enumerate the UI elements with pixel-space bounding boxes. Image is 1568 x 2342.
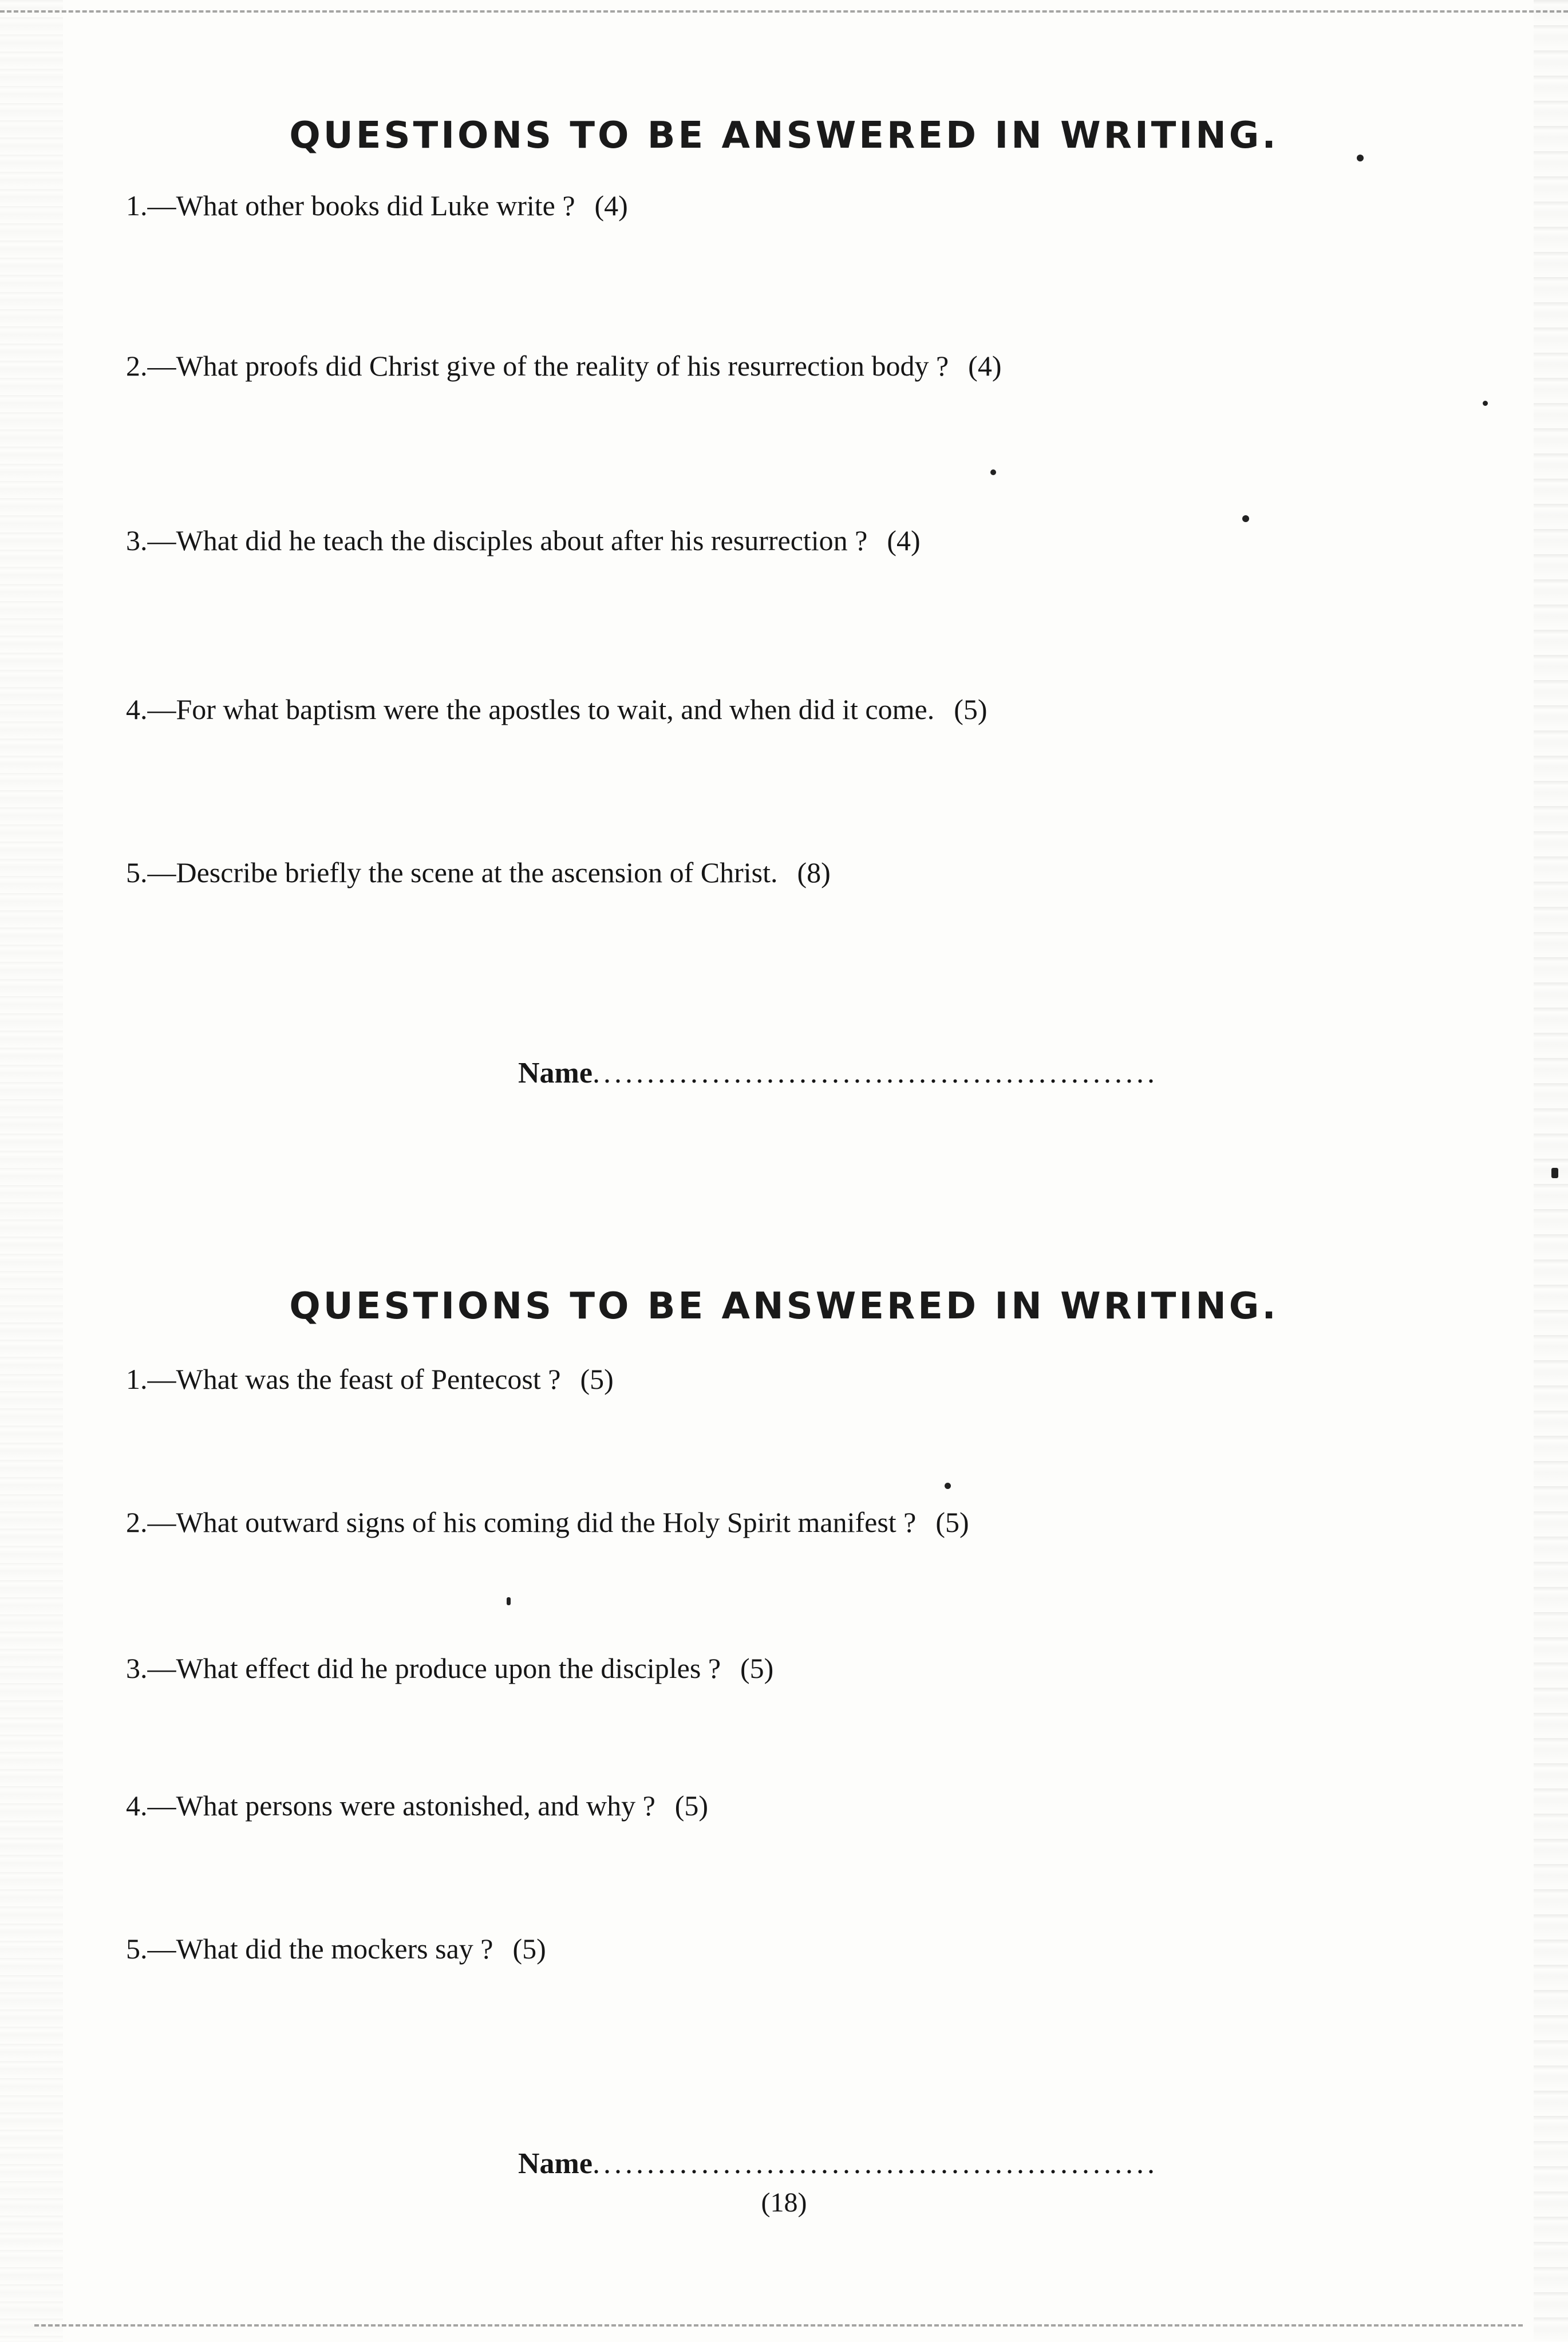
question-marks: (8) bbox=[797, 856, 831, 888]
question-marks: (4) bbox=[968, 350, 1002, 382]
section-1-question-4 bbox=[126, 693, 988, 726]
page-number: (18) bbox=[761, 2187, 807, 2218]
scan-speck bbox=[1483, 401, 1488, 406]
question-marks: (5) bbox=[512, 1933, 546, 1965]
question-text: —What persons were astonished, and why ? bbox=[147, 1790, 655, 1822]
question-number: 5. bbox=[126, 1933, 148, 1965]
section-1-heading: QUESTIONS TO BE ANSWERED IN WRITING. bbox=[289, 114, 1279, 157]
question-number: 5. bbox=[126, 856, 148, 888]
question-number: 3. bbox=[126, 1652, 148, 1684]
question-text: —What outward signs of his coming did the Holy Spirit manifest ? bbox=[147, 1506, 917, 1538]
question-marks: (5) bbox=[740, 1652, 774, 1684]
name-blank[interactable]: .................................................... bbox=[592, 1057, 1158, 1089]
question-number: 2. bbox=[126, 1506, 148, 1538]
question-number: 1. bbox=[126, 189, 148, 222]
section-1-question-3 bbox=[126, 524, 921, 557]
question-number: 4. bbox=[126, 1790, 148, 1822]
section-1-name-field[interactable] bbox=[518, 1056, 1158, 1090]
scan-edge-right bbox=[1534, 0, 1568, 2342]
scan-speck bbox=[1242, 515, 1249, 522]
scan-speck bbox=[1357, 155, 1364, 161]
section-1-question-5 bbox=[126, 856, 831, 889]
scan-speck bbox=[507, 1597, 511, 1605]
section-2-question-3 bbox=[126, 1652, 773, 1685]
scan-edge-left bbox=[0, 0, 63, 2342]
section-2-question-1 bbox=[126, 1362, 614, 1396]
section-2-question-4 bbox=[126, 1789, 708, 1822]
question-text: —What proofs did Christ give of the reality of his resurrection body ? bbox=[147, 350, 949, 382]
question-marks: (5) bbox=[954, 693, 988, 725]
question-number: 3. bbox=[126, 524, 148, 556]
scan-speck bbox=[945, 1483, 951, 1489]
question-marks: (5) bbox=[580, 1363, 614, 1395]
question-text: —What effect did he produce upon the disciples ? bbox=[147, 1652, 721, 1684]
scan-edge-bottom bbox=[34, 2324, 1523, 2330]
section-2-question-2 bbox=[126, 1506, 969, 1539]
question-text: —What did he teach the disciples about after his resurrection ? bbox=[147, 524, 868, 556]
question-text: —For what baptism were the apostles to wait, and when did it come. bbox=[147, 693, 935, 725]
name-label: Name bbox=[518, 1057, 593, 1089]
name-blank[interactable]: .................................................... bbox=[592, 2147, 1158, 2180]
section-1-question-1 bbox=[126, 189, 628, 222]
section-2-question-5 bbox=[126, 1932, 546, 1965]
question-number: 2. bbox=[126, 350, 148, 382]
question-marks: (4) bbox=[594, 189, 628, 222]
name-label: Name bbox=[518, 2147, 593, 2180]
question-marks: (5) bbox=[935, 1506, 969, 1538]
scan-speck bbox=[990, 469, 996, 475]
section-2-heading: QUESTIONS TO BE ANSWERED IN WRITING. bbox=[289, 1285, 1279, 1328]
question-text: —What other books did Luke write ? bbox=[147, 189, 575, 222]
scan-edge-top bbox=[0, 10, 1568, 16]
question-text: —What did the mockers say ? bbox=[147, 1933, 493, 1965]
section-2-name-field[interactable] bbox=[518, 2147, 1158, 2181]
question-text: —Describe briefly the scene at the ascension of Christ. bbox=[147, 856, 778, 888]
scan-speck bbox=[1551, 1168, 1558, 1178]
question-marks: (4) bbox=[887, 524, 921, 556]
question-marks: (5) bbox=[674, 1790, 709, 1822]
section-1-question-2 bbox=[126, 349, 1001, 382]
question-text: —What was the feast of Pentecost ? bbox=[147, 1363, 561, 1395]
question-number: 4. bbox=[126, 693, 148, 725]
question-number: 1. bbox=[126, 1363, 148, 1395]
